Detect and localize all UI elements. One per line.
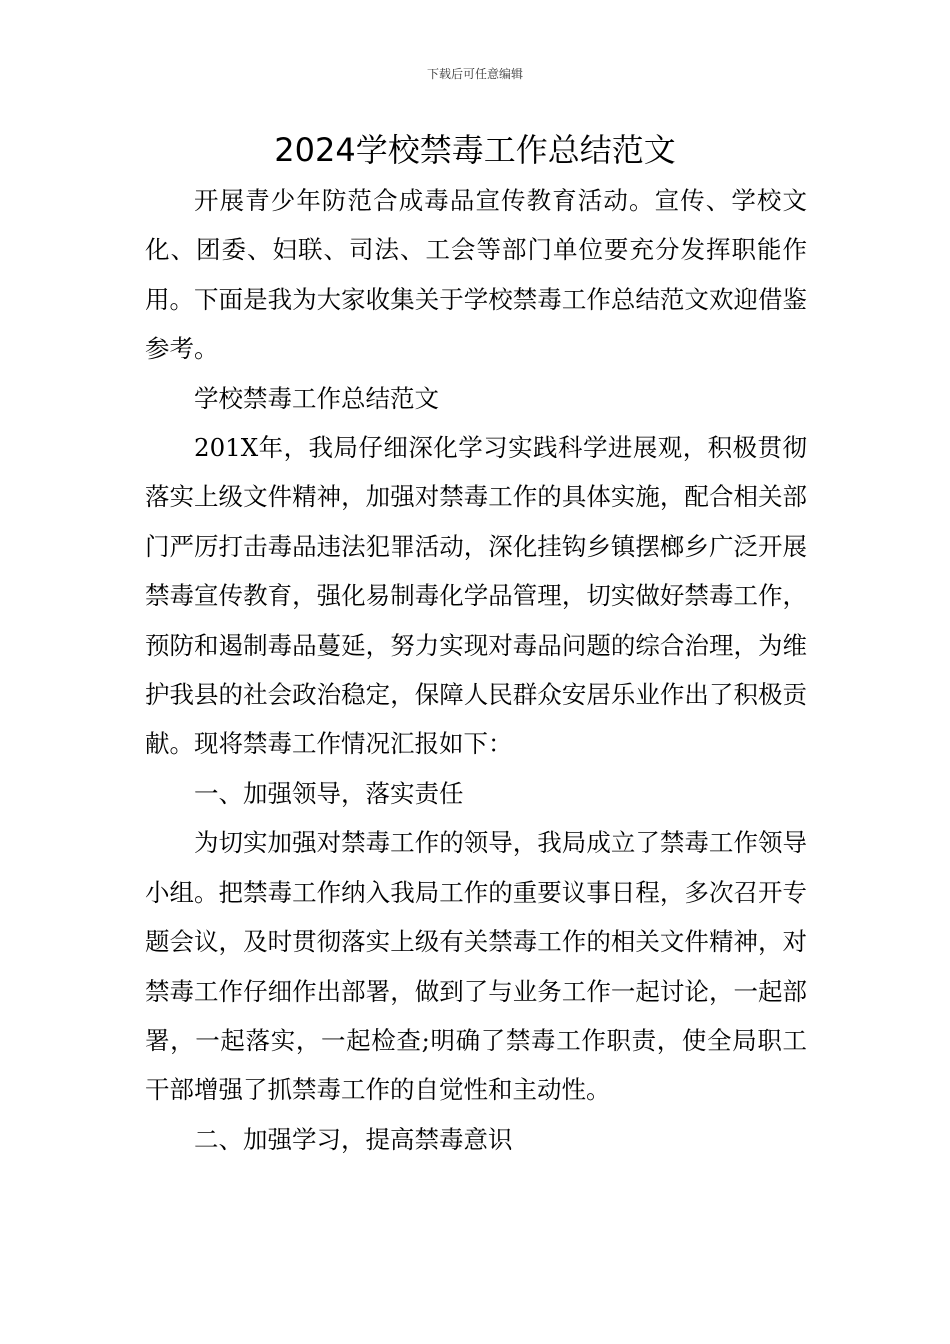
section-heading-2: 二、加强学习，提高禁毒意识	[194, 1124, 513, 1154]
paragraph-subtitle: 学校禁毒工作总结范文	[194, 383, 439, 413]
document-body	[145, 176, 807, 1164]
section-heading-1: 一、加强领导，落实责任	[194, 778, 464, 808]
document-title: 2024学校禁毒工作总结范文	[274, 131, 676, 169]
header-note: 下载后可任意编辑	[426, 67, 523, 81]
paragraph-section-1: 为切实加强对禁毒工作的领导，我局成立了禁毒工作领导小组。把禁毒工作纳入我局工作的重要议事日程，多次召开专题会议，及时贯彻落实上级有关禁毒工作的相关文件精神，对禁毒工作仔细作出部署，做到了与业务工作一起讨论，一起部署，一起落实，一起检查;明确了禁毒工作职责，使全局职工干部增强了抓禁毒工作的自觉性和主动性。	[145, 828, 807, 1105]
paragraph-intro: 开展青少年防范合成毒品宣传教育活动。宣传、学校文化、团委、妇联、司法、工会等部门单位要充分发挥职能作用。下面是我为大家收集关于学校禁毒工作总结范文欢迎借鉴参考。	[145, 186, 807, 364]
paragraph-overview: 201X年，我局仔细深化学习实践科学进展观，积极贯彻落实上级文件精神，加强对禁毒工作的具体实施，配合相关部门严厉打击毒品违法犯罪活动，深化挂钩乡镇摆榔乡广泛开展禁毒宣传教育，强化易制毒化学品管理，切实做好禁毒工作，预防和遏制毒品蔓延，努力实现对毒品问题的综合治理，为维护我县的社会政治稳定，保障人民群众安居乐业作出了积极贡献。现将禁毒工作情况汇报如下：	[145, 433, 807, 759]
